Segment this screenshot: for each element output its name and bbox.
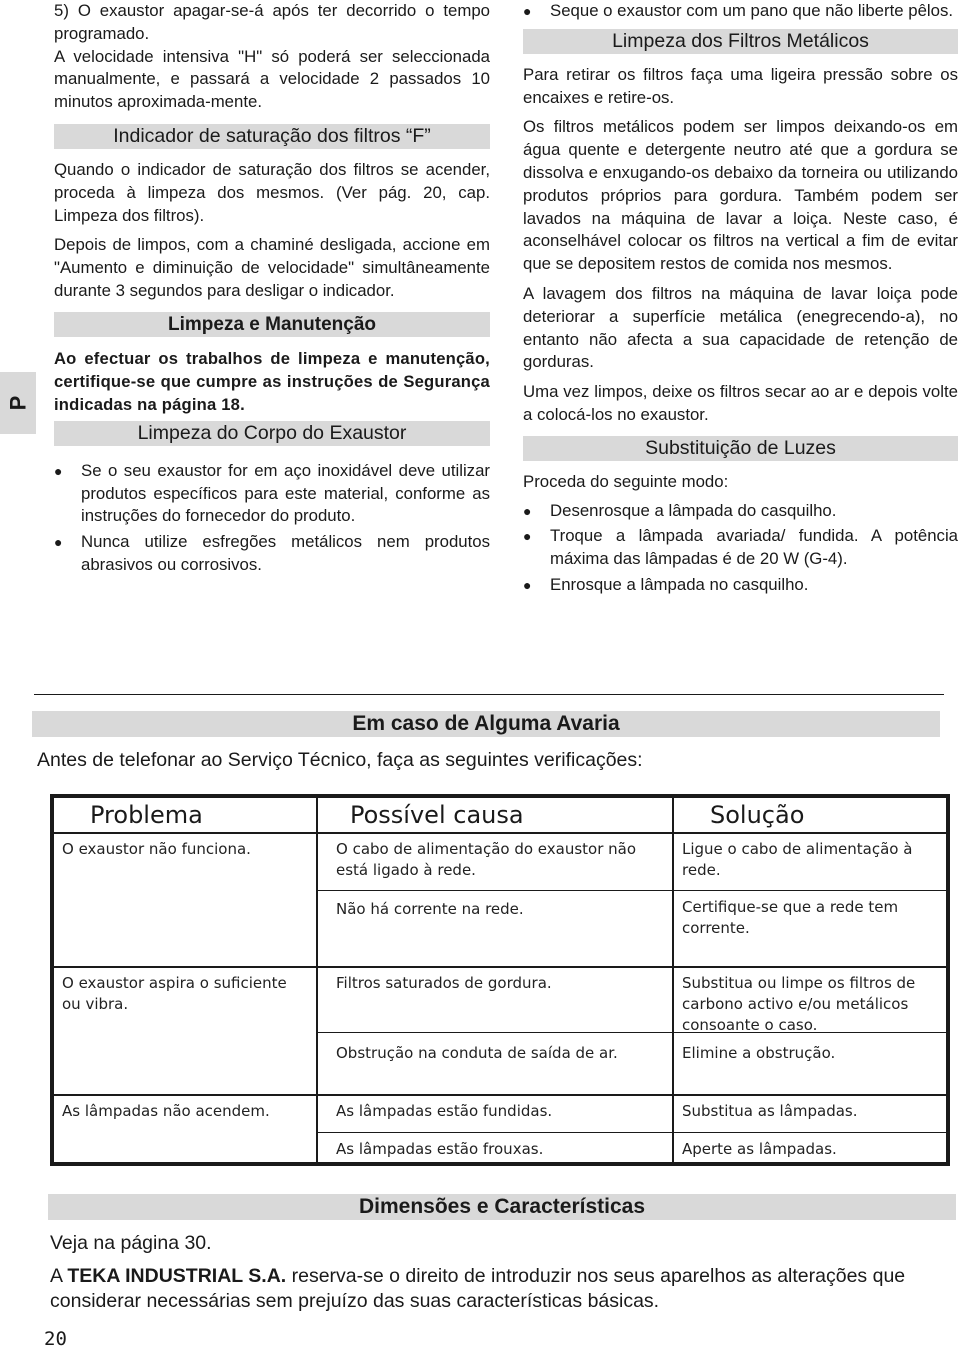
solution-cell: Ligue o cabo de alimentação à rede. xyxy=(682,840,913,879)
section-divider xyxy=(34,694,944,695)
company-name: TEKA INDUSTRIAL S.A. xyxy=(67,1265,287,1287)
solution-cell: Substitua ou limpe os filtros de carbono activo e/ou metálicos consoante o caso. xyxy=(682,974,916,1034)
problem-cell: O exaustor não funciona. xyxy=(62,840,251,858)
language-tab: P xyxy=(0,372,36,434)
heading-faults: Em caso de Alguma Avaria xyxy=(32,711,940,737)
page-number: 20 xyxy=(44,1328,67,1350)
problem-cell: As lâmpadas não acendem. xyxy=(62,1102,270,1120)
dimensions-reference: Veja na página 30. xyxy=(50,1232,212,1254)
paragraph-intensive-speed: A velocidade intensiva "H" só poderá ser seleccionada manualmente, e passará a velocidade 2 passados 10 minutos aproximada-mente. xyxy=(54,46,490,112)
column-divider xyxy=(316,798,318,1162)
lights-list xyxy=(523,500,958,597)
cause-cell: Obstrução na conduta de saída de ar. xyxy=(336,1044,618,1062)
paragraph-timer: 5) O exaustor apagar-se-á após ter decorrido o tempo programado. xyxy=(54,1,490,43)
heading-cleaning-maintenance: Limpeza e Manutenção xyxy=(54,312,490,337)
left-column xyxy=(54,0,490,580)
row-divider xyxy=(54,966,946,968)
paragraph-filters-dishwasher: A lavagem dos filtros na máquina de lavar loiça pode deteriorar a superfície metálica (enegrecendo-a), no entanto não afecta a sua capacidade de retenção de gorduras. xyxy=(523,283,958,372)
list-item: ● Desenrosque a lâmpada do casquilho. xyxy=(523,500,837,520)
cause-cell: As lâmpadas estão frouxas. xyxy=(336,1140,544,1158)
safety-warning: Ao efectuar os trabalhos de limpeza e manutenção, certifique-se que cumpre as instruções de Segurança indicadas na página 18. xyxy=(54,348,490,414)
list-item: ● Nunca utilize esfregões metálicos nem produtos abrasivos ou corrosivos. xyxy=(54,532,490,574)
heading-metal-filters: Limpeza dos Filtros Metálicos xyxy=(523,29,958,54)
troubleshooting-table xyxy=(50,794,950,1166)
cell-divider xyxy=(316,890,946,891)
cause-cell: Filtros saturados de gordura. xyxy=(336,974,552,992)
header-solution: Solução xyxy=(710,801,805,829)
right-column xyxy=(523,0,958,600)
paragraph-lights-intro: Proceda do seguinte modo: xyxy=(523,471,729,491)
drying-list xyxy=(523,0,958,23)
list-item: ● Se o seu exaustor for em aço inoxidável deve utilizar produtos específicos para este material, conforme as instruções do fornecedor do produto. xyxy=(54,460,490,526)
body-cleaning-list xyxy=(54,460,490,577)
paragraph-filters-dry: Uma vez limpos, deixe os filtros secar ao ar e depois volte a colocá-los no exaustor. xyxy=(523,382,958,424)
list-item: ● Troque a lâmpada avariada/ fundida. A potência máxima das lâmpadas é de 20 W (G-4). xyxy=(523,526,958,569)
paragraph-filters-clean: Os filtros metálicos podem ser limpos deixando-os em água quente e detergente neutro até que a gordura se dissolva e enxugando-os debaixo da torneira ou utilizando produtos próprios para gordura. Também podem ser lavados na máquina de lavar a loiça. Neste caso, é aconselhável colocar os filtros na vertical a fim de evitar que se depositem restos de comida nos mesmos. xyxy=(523,117,958,274)
paragraph-filter-indicator: Quando o indicador de saturação dos filtros se acender, proceda à limpeza dos mesmos. (Ver pág. 20, cap. Limpeza dos filtros). xyxy=(54,159,490,225)
solution-cell: Substitua as lâmpadas. xyxy=(682,1102,858,1120)
heading-filter-indicator: Indicador de saturação dos filtros “F” xyxy=(54,124,490,149)
cause-cell: As lâmpadas estão fundidas. xyxy=(336,1102,553,1120)
cell-divider xyxy=(316,1132,946,1133)
header-cause: Possível causa xyxy=(350,801,524,829)
solution-cell: Elimine a obstrução. xyxy=(682,1044,836,1062)
paragraph-filters-remove: Para retirar os filtros faça uma ligeira pressão sobre os encaixes e retire-os. xyxy=(523,64,958,107)
cause-cell: Não há corrente na rede. xyxy=(336,900,524,918)
problem-cell: O exaustor aspira o suficiente ou vibra. xyxy=(62,974,287,1013)
faults-intro: Antes de telefonar ao Serviço Técnico, faça as seguintes verificações: xyxy=(37,749,643,771)
heading-light-replacement: Substituição de Luzes xyxy=(523,436,958,461)
solution-cell: Aperte as lâmpadas. xyxy=(682,1140,837,1158)
solution-cell: Certifique-se que a rede tem corrente. xyxy=(682,898,899,937)
heading-dimensions: Dimensões e Características xyxy=(48,1194,956,1220)
manufacturer-disclaimer: A TEKA INDUSTRIAL S.A. reserva-se o direito de introduzir nos seus aparelhos as alterações que considerar necessárias sem prejuízo das suas características básicas. xyxy=(50,1265,906,1312)
list-item: ● Seque o exaustor com um pano que não liberte pêlos. xyxy=(523,1,954,20)
list-item: ● Enrosque a lâmpada no casquilho. xyxy=(523,574,809,594)
row-divider xyxy=(54,1094,946,1096)
heading-body-cleaning: Limpeza do Corpo do Exaustor xyxy=(54,421,490,446)
header-problem: Problema xyxy=(90,801,203,829)
cause-cell: O cabo de alimentação do exaustor não está ligado à rede. xyxy=(336,840,637,879)
paragraph-indicator-reset: Depois de limpos, com a chaminé desligada, accione em "Aumento e diminuição de velocidade" simultâneamente durante 3 segundos para desligar o indicador. xyxy=(54,235,490,300)
row-divider xyxy=(54,832,946,834)
